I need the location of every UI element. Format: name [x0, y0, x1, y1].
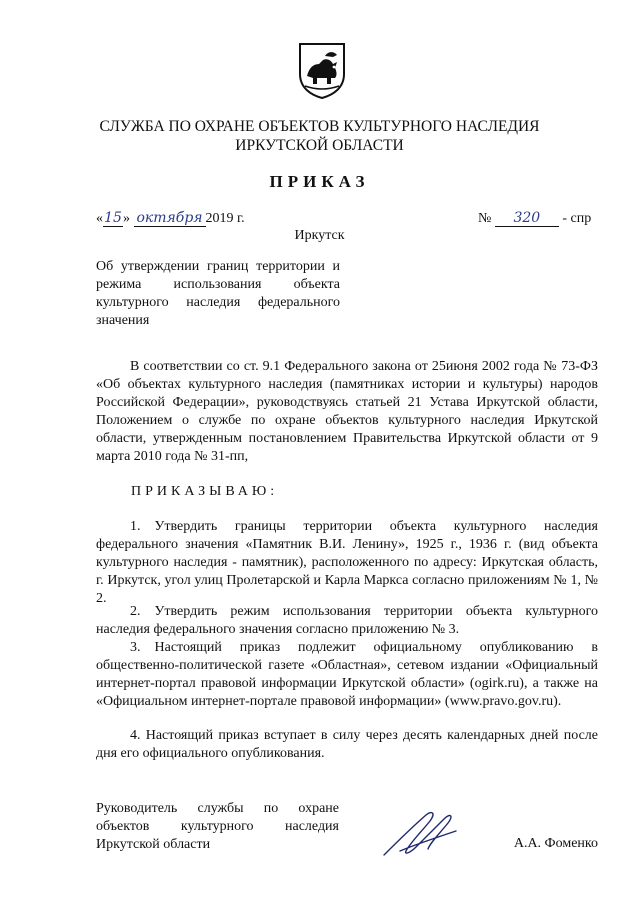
date-day: 15 — [104, 210, 122, 226]
order-word: ПРИКАЗЫВАЮ: — [131, 484, 279, 499]
city: Иркутск — [294, 228, 345, 243]
signer-name: А.А. Фоменко — [513, 836, 598, 851]
order-item-2: 2. Утвердить режим использования территории объекта культурного наследия федерального значения согласно приложению № 3. — [96, 604, 598, 637]
org-name-line1: СЛУЖБА ПО ОХРАНЕ ОБЪЕКТОВ КУЛЬТУРНОГО НАСЛЕДИЯ — [99, 118, 540, 135]
date-year: 2019 г. — [205, 211, 245, 226]
date-quote-open: « — [96, 211, 103, 226]
order-date — [96, 210, 245, 227]
preamble: В соответствии со ст. 9.1 Федерального закона от 25июня 2002 года № 73-ФЗ «Об объектах культурного наследия (памятниках истории и культуры) народов Российской Федерации», руководствуясь статьей 21 Устава Иркутской области, Положением о службе по охране объектов культурного наследия Иркутской области, утвержденным постановлением Правительства Иркутской области от 9 марта 2010 года № 31-пп, — [96, 359, 598, 464]
date-quote-close: » — [123, 211, 130, 226]
order-item-1: 1. Утвердить границы территории объекта культурного наследия федерального значения «Памятник В.И. Ленину», 1925 г., 1936 г. (вид объекта культурного наследия - памятник), расположенного по адресу: Иркутская область, г. Иркутск, угол улиц Пролетарской и Карла Маркса согласно приложениям № 1, № 2. — [96, 519, 598, 606]
number-suffix: - спр — [562, 211, 592, 226]
document-title: ПРИКАЗ — [269, 172, 370, 191]
signature-icon — [380, 805, 460, 860]
org-name-line2: ИРКУТСКОЙ ОБЛАСТИ — [235, 137, 404, 154]
number-value: 320 — [495, 210, 559, 227]
date-month: октября — [134, 210, 206, 227]
order-number — [478, 210, 591, 227]
signer-position: Руководитель службы по охране объектов культурного наследия Иркутской области — [96, 801, 339, 852]
coat-of-arms-icon — [297, 40, 347, 100]
order-item-3: 3. Настоящий приказ подлежит официальному опубликованию в общественно-политической газете «Областная», сетевом издании «Официальный интернет-портал правовой информации Иркутской области» (ogirk.ru), а также на «Официальном интернет-портале правовой информации» (www.pravo.gov.ru). — [96, 640, 598, 709]
order-item-4: 4. Настоящий приказ вступает в силу через десять календарных дней после дня его официального опубликования. — [96, 728, 598, 761]
number-sign: № — [478, 211, 492, 226]
order-subject: Об утверждении границ территории и режима использования объекта культурного наследия федерального значения — [96, 259, 340, 328]
